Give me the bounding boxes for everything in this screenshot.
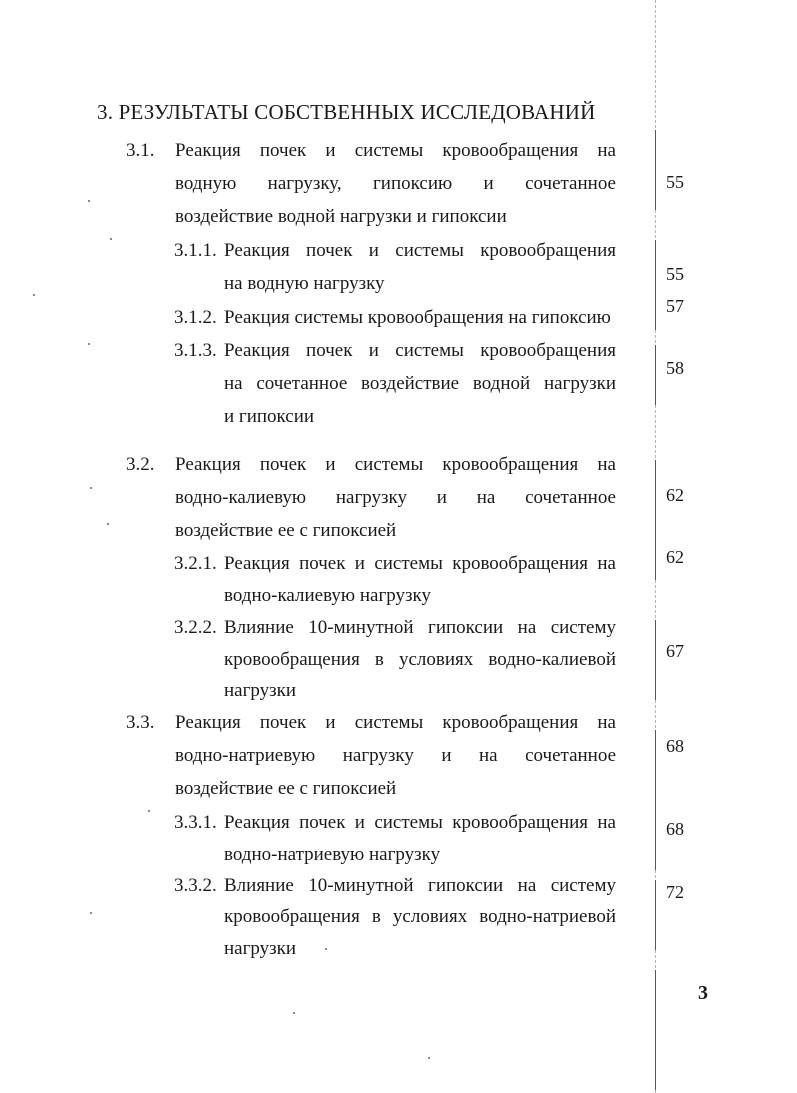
toc-entry-title: воздействие ее с гипоксией <box>175 778 397 799</box>
scan-speck <box>293 1012 295 1014</box>
toc-entry-number: 3.2. <box>126 454 155 475</box>
toc-entry-number: 3.1.1. <box>174 240 217 261</box>
page-folio: 3 <box>698 982 708 1004</box>
section-heading: 3. РЕЗУЛЬТАТЫ СОБСТВЕННЫХ ИССЛЕДОВАНИЙ <box>97 100 596 124</box>
margin-rule-segment <box>655 460 656 580</box>
toc-entry-title: воздействие водной нагрузки и гипоксии <box>175 206 507 227</box>
toc-page-number: 62 <box>666 485 684 505</box>
toc-page-number: 55 <box>666 172 684 192</box>
toc-entry-title: на водную нагрузку <box>224 273 385 294</box>
toc-entry-title: Реакция почек и системы кровообращения <box>224 240 616 261</box>
toc-entry-title: воздействие ее с гипоксией <box>175 520 397 541</box>
toc-entry-title: Реакция почек и системы кровообращения <box>224 340 616 361</box>
toc-page-number: 67 <box>666 641 684 661</box>
margin-rule-segment <box>655 240 656 330</box>
toc-entry-title: Реакция системы кровообращения на гипоксию <box>224 307 611 328</box>
margin-rule-segment <box>655 880 656 950</box>
toc-page-number: 68 <box>666 819 684 839</box>
toc-entry-title: водно-калиевую нагрузку <box>224 585 431 606</box>
toc-entry-title: Влияние 10-минутной гипоксии на систему <box>224 617 616 638</box>
margin-rule-segment <box>655 130 656 210</box>
scan-speck <box>88 200 90 202</box>
scan-speck <box>88 343 90 345</box>
toc-entry-number: 3.3. <box>126 712 155 733</box>
scan-speck <box>33 294 35 296</box>
toc-entry-title: на сочетанное воздействие водной нагрузки <box>224 373 616 394</box>
toc-entry-number: 3.3.1. <box>174 812 217 833</box>
toc-page-number: 62 <box>666 547 684 567</box>
toc-entry-number: 3.2.1. <box>174 553 217 574</box>
toc-entry-title: Реакция почек и системы кровообращения на <box>175 454 616 475</box>
toc-page-number: 55 <box>666 264 684 284</box>
margin-rule-segment <box>655 970 656 1090</box>
toc-entry-title: кровообращения в условиях водно-калиевой <box>224 649 616 670</box>
toc-entry-title: Реакция почек и системы кровообращения на <box>175 712 616 733</box>
toc-entry-number: 3.1.2. <box>174 307 217 328</box>
toc-entry-title: Реакция почек и системы кровообращения на <box>175 140 616 161</box>
scan-speck <box>428 1057 430 1059</box>
toc-entry-title: водно-натриевую нагрузку <box>224 844 441 865</box>
toc-entry-title: водно-калиевую нагрузку и на сочетанное <box>175 487 616 508</box>
toc-entry-number: 3.2.2. <box>174 617 217 638</box>
toc-entry-title: Влияние 10-минутной гипоксии на систему <box>224 875 616 896</box>
scan-speck <box>107 523 109 525</box>
toc-entry-title: Реакция почек и системы кровообращения на <box>224 553 616 574</box>
toc-entry-title: водную нагрузку, гипоксию и сочетанное <box>175 173 616 194</box>
toc-entry-number: 3.3.2. <box>174 875 217 896</box>
scan-speck <box>325 948 327 950</box>
toc-entry-title: нагрузки <box>224 938 297 959</box>
toc-page-number: 68 <box>666 736 684 756</box>
toc-entry-title: кровообращения в условиях водно-натриевой <box>224 906 616 927</box>
toc-page-number: 57 <box>666 296 684 316</box>
toc-entry-number: 3.1.3. <box>174 340 217 361</box>
toc-page-number: 58 <box>666 358 684 378</box>
toc-entry-title: и гипоксии <box>224 406 315 427</box>
toc-entry-title: Реакция почек и системы кровообращения на <box>224 812 616 833</box>
scan-speck <box>90 912 92 914</box>
toc-page-number: 72 <box>666 882 684 902</box>
margin-rule-segment <box>655 345 656 405</box>
scan-speck <box>90 487 92 489</box>
margin-rule-segment <box>655 730 656 870</box>
margin-rule-segment <box>655 620 656 700</box>
scan-speck <box>148 810 150 812</box>
toc-entry-number: 3.1. <box>126 140 155 161</box>
scan-speck <box>110 238 112 240</box>
toc-entry-title: водно-натриевую нагрузку и на сочетанное <box>175 745 616 766</box>
toc-entry-title: нагрузки <box>224 680 297 701</box>
